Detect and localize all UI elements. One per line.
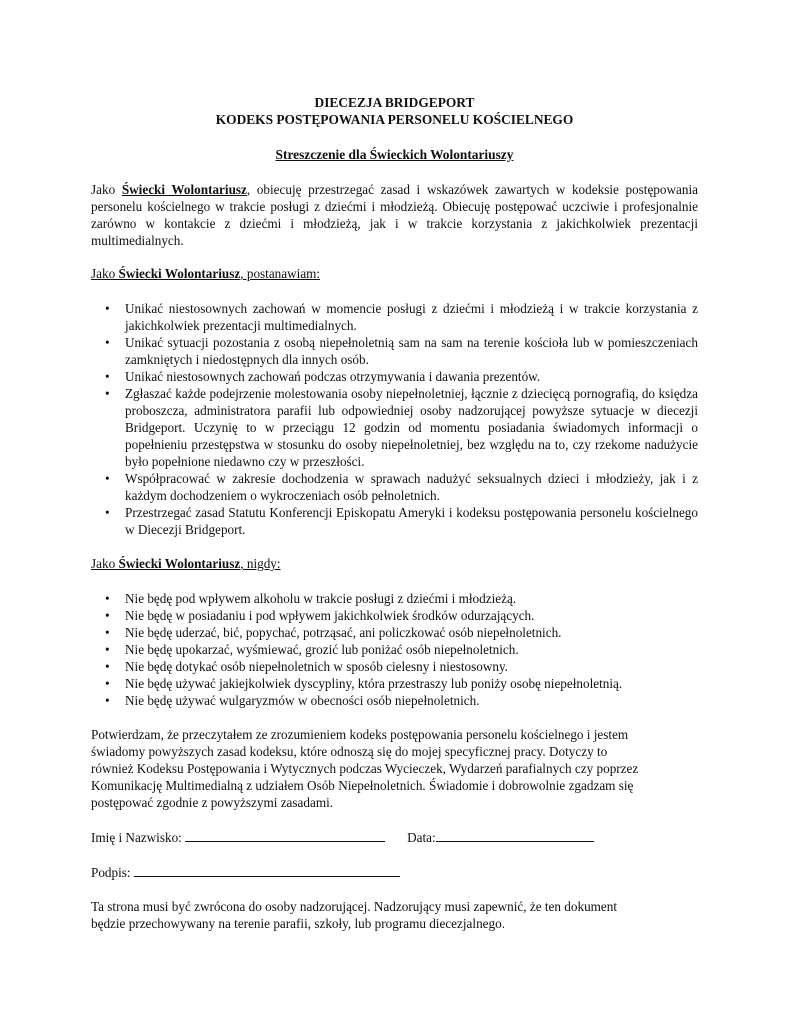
list-item: • Nie będę używać jakiejkolwiek dyscypliny, która przestraszy lub poniży osobę niepełnoletnią. (105, 676, 623, 691)
bullet: • (105, 676, 110, 691)
footer-note: Ta strona musi być zwrócona do osoby nadzorującej. Nadzorujący musi zapewnić, że ten dokument będzie przechowywany na terenie parafii, szkoły, lub programu diecezjalnego. (91, 899, 618, 931)
list-item: • Nie będę używać wulgaryzmów w obecności osób niepełnoletnich. (105, 693, 480, 708)
intro-prefix: Jako (91, 182, 122, 197)
never-role: Świecki Wolontariusz (118, 556, 241, 571)
list-item: • Unikać sytuacji pozostania z osobą niepełnoletnią sam na sam na terenie kościoła lub w pomieszczeniach zamkniętych i niedostępnych dla innych osób. (105, 335, 698, 367)
list-item: • Nie będę pod wpływem alkoholu w trakcie posługi z dziećmi i młodzieżą. (105, 591, 517, 606)
intro-text: , obiecuję przestrzegać zasad i wskazówek zawartych w kodeksie postępowania personelu kościelnego w trakcie posługi z dziećmi i młodzieżą. Obiecuję postępować uczciwie i profesjonalnie zarówno w kontakcie z dziećmi i młodzieżą, jak i w trakcie korzystania z jakichkolwiek prezentacji multimedialnych. (91, 182, 698, 248)
list-item: • Nie będę uderzać, bić, popychać, potrząsać, ani policzkować osób niepełnoletnich. (105, 625, 562, 640)
diocese-title: DIECEZJA BRIDGEPORT (314, 95, 475, 110)
bullet: • (105, 335, 110, 350)
list-item: • Współpracować w zakresie dochodzenia w sprawach nadużyć seksualnych dzieci i młodzieży, jak i z każdym dochodzeniem o wykroczeniach osób pełnoletnich. (105, 471, 698, 503)
bullet: • (105, 659, 110, 674)
bullet: • (105, 625, 110, 640)
bullet: • (105, 591, 110, 606)
bullet: • (105, 301, 110, 316)
intro-paragraph (91, 181, 698, 249)
date-field[interactable] (436, 828, 594, 842)
date-label: Data: (407, 830, 436, 845)
bullet: • (105, 471, 110, 486)
list-item: • Zgłaszać każde podejrzenie molestowania osoby niepełnoletniej, łącznie z dziecięcą pornografią, do księdza proboszcza, administratora parafii lub odpowiedniej osoby nadzorującej powyższe sytuacje w diecezji Bridgeport. Uczynię to w przeciągu 12 godzin od momentu posiadania świadomych informacji o popełnieniu przestępstwa w stosunku do osoby niepełnoletniej, bez względu na to, czy rzekome nadużycie było popełnione niedawno czy w przeszłości. (105, 386, 698, 469)
never-lead: Jako Świecki Wolontariusz, nigdy: (91, 556, 281, 571)
resolve-lead: Jako Świecki Wolontariusz, postanawiam: (91, 266, 321, 281)
code-title: KODEKS POSTĘPOWANIA PERSONELU KOŚCIELNEGO (215, 112, 574, 127)
bullet: • (105, 608, 110, 623)
bullet: • (105, 642, 110, 657)
bullet: • (105, 505, 110, 520)
signature-row (91, 863, 698, 881)
never-list (91, 590, 698, 709)
list-item: • Unikać niestosownych zachowań podczas otrzymywania i dawania prezentów. (105, 369, 541, 384)
signature-field[interactable] (134, 863, 400, 877)
bullet: • (105, 369, 110, 384)
bullet: • (105, 693, 110, 708)
list-item: • Unikać niestosownych zachowań w momencie posługi z dziećmi i młodzieżą i w trakcie korzystania z jakichkolwiek prezentacji multimedialnych. (105, 301, 698, 333)
list-item: • Nie będę w posiadaniu i pod wpływem jakichkolwiek środków odurzających. (105, 608, 535, 623)
list-item: • Przestrzegać zasad Statutu Konferencji Episkopatu Ameryki i kodeksu postępowania personelu kościelnego w Diecezji Bridgeport. (105, 505, 698, 537)
name-label: Imię i Nazwisko: (91, 830, 182, 845)
intro-role: Świecki Wolontariusz (121, 182, 247, 197)
list-item: • Nie będę upokarzać, wyśmiewać, grozić lub poniżać osób niepełnoletnich. (105, 642, 519, 657)
resolve-list (91, 300, 698, 538)
list-item: • Nie będę dotykać osób niepełnoletnich w sposób cielesny i niestosowny. (105, 659, 508, 674)
signature-label: Podpis: (91, 865, 131, 880)
summary-subtitle: Streszczenie dla Świeckich Wolontariuszy (275, 147, 514, 162)
acknowledgement-paragraph: Potwierdzam, że przeczytałem ze zrozumieniem kodeks postępowania personelu kościelnego i jestem świadomy powyższych zasad kodeksu, które odnoszą się do mojej specyficznej pracy. Dotyczy to również Kodeksu Postępowania i Wytycznych podczas Wycieczek, Wydarzeń parafialnych czy poprzez Komunikację Multimedialną z udziałem Osób Niepełnoletnich. Świadomie i dobrowolnie zgadzam się postępować zgodnie z powyższymi zasadami. (91, 727, 639, 810)
name-date-row (91, 828, 698, 846)
bullet: • (105, 386, 110, 401)
resolve-role: Świecki Wolontariusz (118, 266, 241, 281)
name-field[interactable] (185, 828, 385, 842)
